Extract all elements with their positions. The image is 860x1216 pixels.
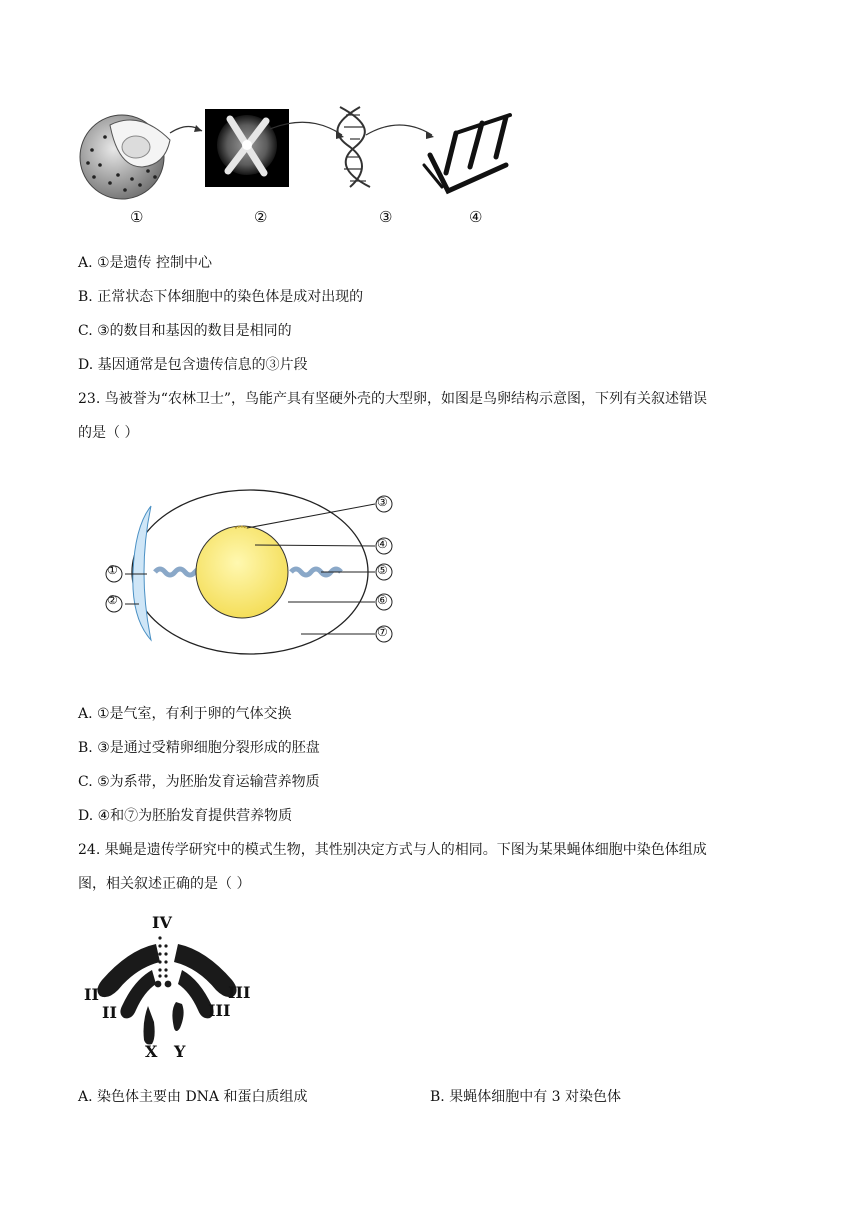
- figure-label-3: ③: [379, 208, 393, 226]
- q22-option-d: D. 基因通常是包含遗传信息的③片段: [78, 357, 308, 373]
- q23-option-a: A. ①是气室，有利于卵的气体交换: [78, 706, 292, 722]
- egg-label-1: ①: [107, 563, 118, 577]
- q23-option-b: B. ③是通过受精卵细胞分裂形成的胚盘: [78, 740, 320, 756]
- chromosome-x: [144, 1006, 155, 1045]
- q23-stem-line2: 的是（ ）: [78, 425, 139, 441]
- cell-icon: [80, 115, 170, 199]
- chromosome-label-y: Y: [174, 1042, 186, 1061]
- egg-label-3: ③: [377, 495, 388, 509]
- chromosome-label-ii-outer: II: [84, 985, 99, 1004]
- chromosome-label-iii-outer: III: [228, 983, 251, 1002]
- chromosome-label-x: X: [145, 1042, 158, 1061]
- q24-option-b: B. 果蝇体细胞中有 3 对染色体: [430, 1089, 621, 1105]
- egg-label-5: ⑤: [377, 563, 388, 577]
- fruit-fly-chromosome-figure: [82, 910, 252, 1060]
- chromosome-label-iii-inner: III: [208, 1001, 231, 1020]
- q23-stem-line1: 23. 鸟被誉为“农林卫士”，鸟能产具有坚硬外壳的大型卵，如图是鸟卵结构示意图，下列有关叙述错误: [78, 391, 708, 407]
- q23-option-d: D. ④和⑦为胚胎发育提供营养物质: [78, 808, 293, 824]
- chromosome-y: [172, 1002, 183, 1031]
- figure-label-2: ②: [254, 208, 268, 226]
- chromosome-icon: [205, 109, 289, 187]
- dna-helix-icon: [338, 107, 370, 187]
- chromosome-label-ii-inner: II: [102, 1003, 117, 1022]
- q22-option-a: A. ①是遗传 控制中心: [78, 255, 213, 271]
- chromosome-ii-outer: [97, 944, 160, 997]
- egg-label-2: ②: [107, 593, 118, 607]
- bird-egg-diagram: [95, 488, 405, 658]
- figure-label-1: ①: [130, 208, 144, 226]
- q24-option-a: A. 染色体主要由 DNA 和蛋白质组成: [78, 1089, 308, 1105]
- figure-label-4: ④: [469, 208, 483, 226]
- q24-stem-line2: 图，相关叙述正确的是（ ）: [78, 876, 251, 892]
- egg-label-4: ④: [377, 537, 388, 551]
- q23-option-c: C. ⑤为系带，为胚胎发育运输营养物质: [78, 774, 320, 790]
- q24-stem-line1: 24. 果蝇是遗传学研究中的模式生物，其性别决定方式与人的相同。下图为某果蝇体细胞中染色体组成: [78, 842, 707, 858]
- gene-segment-icon: [424, 115, 510, 191]
- egg-label-7: ⑦: [377, 625, 388, 639]
- q22-option-b: B. 正常状态下体细胞中的染色体是成对出现的: [78, 289, 364, 305]
- chromosome-label-iv: IV: [152, 913, 172, 932]
- q22-option-c: C. ③的数目和基因的数目是相同的: [78, 323, 292, 339]
- yolk: [196, 526, 288, 618]
- egg-label-6: ⑥: [377, 593, 388, 607]
